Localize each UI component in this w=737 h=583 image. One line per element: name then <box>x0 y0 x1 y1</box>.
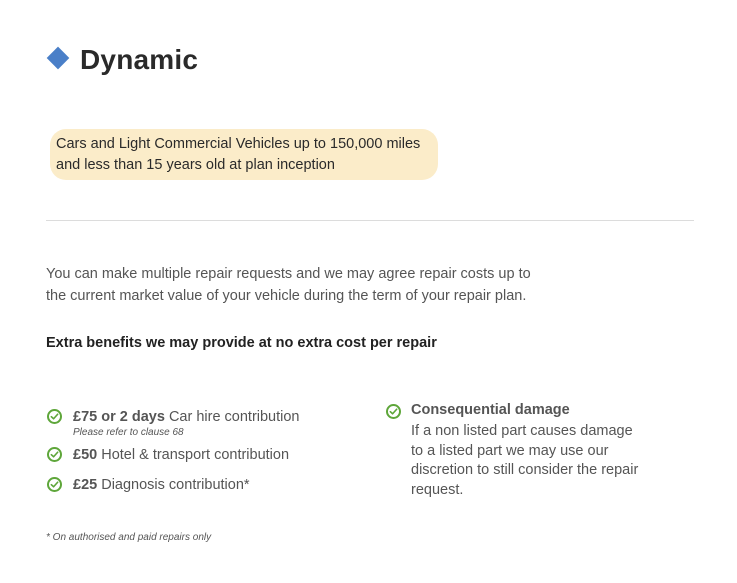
consequential-line: discretion to still consider the repair <box>411 462 639 478</box>
benefit-amount: £75 or 2 days <box>73 409 165 425</box>
plan-header <box>46 44 198 76</box>
benefit-note: Please refer to clause 68 <box>73 427 184 438</box>
check-circle-icon <box>386 404 401 419</box>
benefit-amount: £50 <box>73 447 98 463</box>
consequential-line: to a listed part we may use our <box>411 442 609 459</box>
benefit-amount: £25 <box>73 477 98 493</box>
benefits-heading: Extra benefits we may provide at no extra cost per repair <box>46 335 437 351</box>
footnote: * On authorised and paid repairs only <box>46 532 212 543</box>
eligibility-badge <box>50 129 438 180</box>
check-circle-icon <box>47 477 62 492</box>
check-circle-icon <box>47 447 62 462</box>
plan-title: Dynamic <box>80 44 199 75</box>
consequential-description <box>411 422 638 500</box>
check-circle-icon <box>47 409 62 424</box>
consequential-title: Consequential damage <box>411 402 570 418</box>
benefit-diagnosis <box>73 477 250 493</box>
eligibility-line: and less than 15 years old at plan inception <box>56 157 335 173</box>
diamond-icon <box>47 47 70 70</box>
intro-line: the current market value of your vehicle during the term of your repair plan. <box>46 288 527 304</box>
benefit-label: Car hire contribution <box>168 409 300 425</box>
consequential-line: request. <box>411 481 464 498</box>
eligibility-line: Cars and Light Commercial Vehicles up to 150,000 miles <box>56 136 421 152</box>
benefit-label: Hotel & transport contribution <box>101 447 290 463</box>
consequential-line: If a non listed part causes damage <box>411 423 633 439</box>
divider <box>46 220 694 221</box>
intro-text <box>46 263 531 307</box>
intro-line: You can make multiple repair requests and we may agree repair costs up to <box>46 266 531 282</box>
benefit-car-hire <box>73 409 300 425</box>
benefit-hotel <box>73 447 289 463</box>
benefit-label: Diagnosis contribution* <box>101 477 250 493</box>
